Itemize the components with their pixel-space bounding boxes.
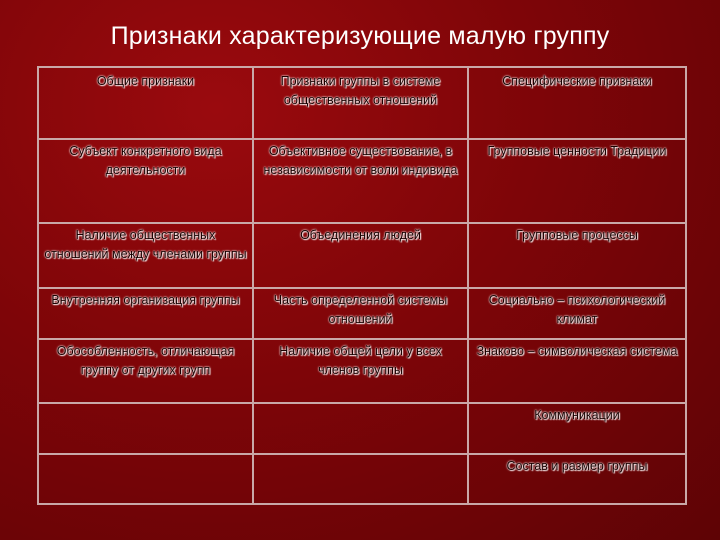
features-table xyxy=(37,66,687,505)
table-row xyxy=(38,223,686,288)
table-cell xyxy=(468,288,686,339)
table-cell xyxy=(253,454,468,504)
cell-text: Социально – психологический климат xyxy=(488,293,666,326)
cell-text: Групповые ценности Традиции xyxy=(487,144,667,158)
header-label: Признаки группы в системе общественных отношений xyxy=(280,74,441,107)
cell-text: Объединения людей xyxy=(300,228,421,242)
table-cell xyxy=(38,454,253,504)
cell-text: Обособленность, отличающая группу от других групп xyxy=(56,344,235,377)
cell-text: Коммуникации xyxy=(534,408,620,422)
table-cell xyxy=(38,223,253,288)
table-cell xyxy=(253,139,468,223)
cell-text: Часть определенной системы отношений xyxy=(273,293,448,326)
header-general-features xyxy=(38,67,253,139)
table-row xyxy=(38,339,686,403)
header-label: Специфические признаки xyxy=(502,74,652,88)
cell-text: Субъект конкретного вида деятельности xyxy=(69,144,222,177)
cell-text: Состав и размер группы xyxy=(506,459,648,473)
table-cell xyxy=(468,223,686,288)
table-cell xyxy=(38,403,253,454)
table-header-row xyxy=(38,67,686,139)
header-social-relations-features xyxy=(253,67,468,139)
cell-text: Внутренняя организация группы xyxy=(51,293,240,307)
table-cell xyxy=(468,403,686,454)
cell-text: Наличие общественных отношений между членами группы xyxy=(44,228,247,261)
table-cell xyxy=(468,139,686,223)
table-cell xyxy=(253,339,468,403)
table-cell xyxy=(468,339,686,403)
cell-text: Наличие общей цели у всех членов группы xyxy=(279,344,442,377)
table-row xyxy=(38,454,686,504)
slide-title: Признаки характеризующие малую группу xyxy=(110,22,610,50)
table-cell xyxy=(253,223,468,288)
table-cell xyxy=(38,139,253,223)
table-cell xyxy=(38,288,253,339)
table-cell xyxy=(253,403,468,454)
cell-text: Групповые процессы xyxy=(516,228,638,242)
cell-text: Объективное существование, в независимости от воли индивида xyxy=(263,144,458,177)
header-label: Общие признаки xyxy=(96,74,195,88)
table-row xyxy=(38,288,686,339)
table-row xyxy=(38,139,686,223)
table-cell xyxy=(38,339,253,403)
table-cell xyxy=(253,288,468,339)
table-cell xyxy=(468,454,686,504)
header-specific-features xyxy=(468,67,686,139)
cell-text: Знаково – символическая система xyxy=(476,344,678,358)
table-row xyxy=(38,403,686,454)
